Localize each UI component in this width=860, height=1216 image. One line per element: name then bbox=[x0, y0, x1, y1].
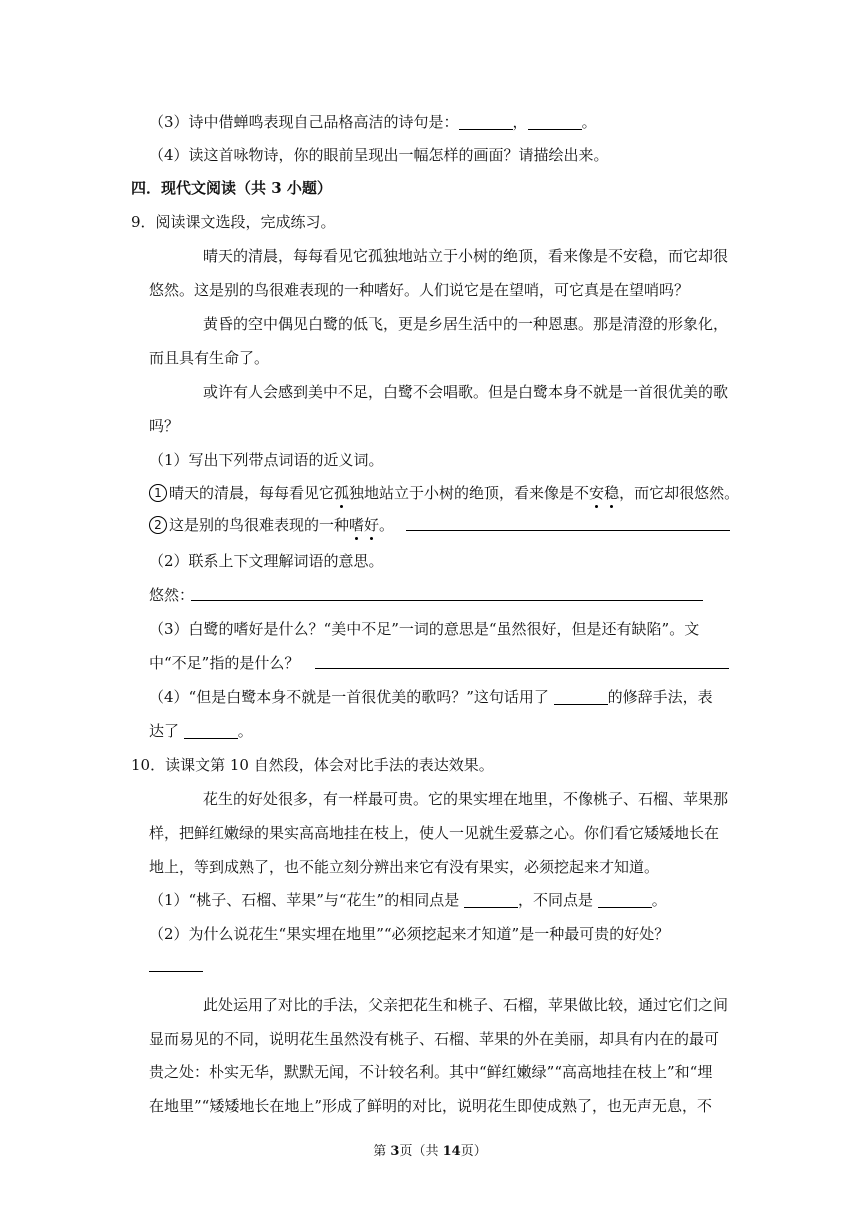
q10-sub1: （1）“桃子、石榴、苹果”与“花生”的相同点是 ，不同点是 。 bbox=[149, 891, 667, 909]
answer-blank[interactable] bbox=[598, 892, 652, 908]
q9-title: 9．阅读课文选段，完成练习。 bbox=[131, 213, 336, 231]
answer-line[interactable] bbox=[406, 515, 730, 531]
answer-blank[interactable] bbox=[528, 114, 582, 130]
answer-line[interactable] bbox=[149, 956, 203, 972]
answer-line-text: 在地里”“矮矮地长在地上”形成了鲜明的对比，说明花生即使成熟了，也无声无息，不 bbox=[149, 1097, 713, 1115]
answer-line[interactable] bbox=[315, 653, 729, 669]
answer-blank[interactable] bbox=[554, 689, 608, 705]
answer-line-text: 此处运用了对比的手法，父亲把花生和桃子、石榴，苹果做比较，通过它们之间 bbox=[203, 996, 729, 1014]
answer-blank[interactable] bbox=[184, 723, 238, 739]
passage-line: 悠然。这是别的鸟很难表现的一种嗜好。人们说它是在望哨，可它真是在望哨吗？ bbox=[149, 281, 690, 299]
q9-sub2: （2）联系上下文理解词语的意思。 bbox=[149, 552, 384, 570]
q8-sub4: （4）读这首咏物诗，你的眼前呈现出一幅怎样的画面？请描绘出来。 bbox=[149, 146, 609, 164]
q9-sub3: （3）白鹭的嗜好是什么？“美中不足”一词的意思是“虽然很好，但是还有缺陷”。文 bbox=[149, 620, 700, 638]
q10-title: 10．读课文第 10 自然段，体会对比手法的表达效果。 bbox=[131, 756, 494, 774]
page-footer: 第 3页（共 14页） bbox=[373, 1144, 487, 1159]
dotted-char: 嗜 bbox=[349, 516, 365, 534]
q10-sub2: （2）为什么说花生“果实埋在地里”“必须挖起来才知道”是一种最可贵的好处？ bbox=[149, 925, 670, 943]
youran-label: 悠然： bbox=[149, 586, 195, 604]
q9-sub1: （1）写出下列带点词语的近义词。 bbox=[149, 451, 384, 469]
dotted-char: 稳 bbox=[604, 484, 620, 502]
q9-item2: 2 这是别的鸟很难表现的一种嗜好。 bbox=[149, 515, 394, 535]
answer-line[interactable] bbox=[191, 585, 703, 601]
q9-item1: 1 晴天的清晨，每每看见它孤独地站立于小树的绝顶，看来像是不安稳，而它却很悠然。 bbox=[149, 483, 739, 503]
q9-sub3-cont: 中“不足”指的是什么？ bbox=[149, 654, 300, 672]
page-number: 3 bbox=[390, 1144, 400, 1159]
answer-blank[interactable] bbox=[459, 114, 513, 130]
q9-sub4-cont: 达了 。 bbox=[149, 722, 253, 740]
passage-line: 而且具有生命了。 bbox=[149, 349, 270, 367]
answer-line-text: 显而易见的不同，说明花生虽然没有桃子、石榴、苹果的外在美丽，却具有内在的最可 bbox=[149, 1030, 720, 1048]
passage-line: 吗？ bbox=[149, 417, 180, 435]
answer-blank[interactable] bbox=[464, 892, 518, 908]
passage-line: 样，把鲜红嫩绿的果实高高地挂在枝上，使人一见就生爱慕之心。你们看它矮矮地长在 bbox=[149, 824, 720, 842]
circled-number: 1 bbox=[149, 484, 167, 502]
circled-number: 2 bbox=[149, 516, 167, 534]
total-pages: 14 bbox=[442, 1144, 461, 1159]
section-heading: 四．现代文阅读（共 3 小题） bbox=[131, 179, 332, 197]
dotted-char: 好 bbox=[364, 516, 380, 534]
passage-line: 地上，等到成熟了，也不能立刻分辨出来它有没有果实，必须挖起来才知道。 bbox=[149, 858, 660, 876]
passage-line: 花生的好处很多，有一样最可贵。它的果实埋在地里，不像桃子、石榴、苹果那 bbox=[203, 790, 729, 808]
passage-line: 或许有人会感到美中不足，白鹭不会唱歌。但是白鹭本身不就是一首很优美的歌 bbox=[203, 383, 729, 401]
dotted-char: 孤 bbox=[334, 484, 350, 502]
q8-sub3: （3）诗中借蝉鸣表现自己品格高洁的诗句是： ， 。 bbox=[149, 113, 597, 131]
q9-sub4: （4）“但是白鹭本身不就是一首很优美的歌吗？”这句话用了 的修辞手法，表 bbox=[149, 688, 713, 706]
dotted-char: 安 bbox=[589, 484, 605, 502]
answer-line-text: 贵之处：朴实无华，默默无闻，不计较名利。其中“鲜红嫩绿”“高高地挂在枝上”和“埋 bbox=[149, 1063, 713, 1081]
passage-line: 黄昏的空中偶见白鹭的低飞，更是乡居生活中的一种恩惠。那是清澄的形象化， bbox=[203, 315, 729, 333]
passage-line: 晴天的清晨，每每看见它孤独地站立于小树的绝顶，看来像是不安稳，而它却很 bbox=[203, 247, 729, 265]
